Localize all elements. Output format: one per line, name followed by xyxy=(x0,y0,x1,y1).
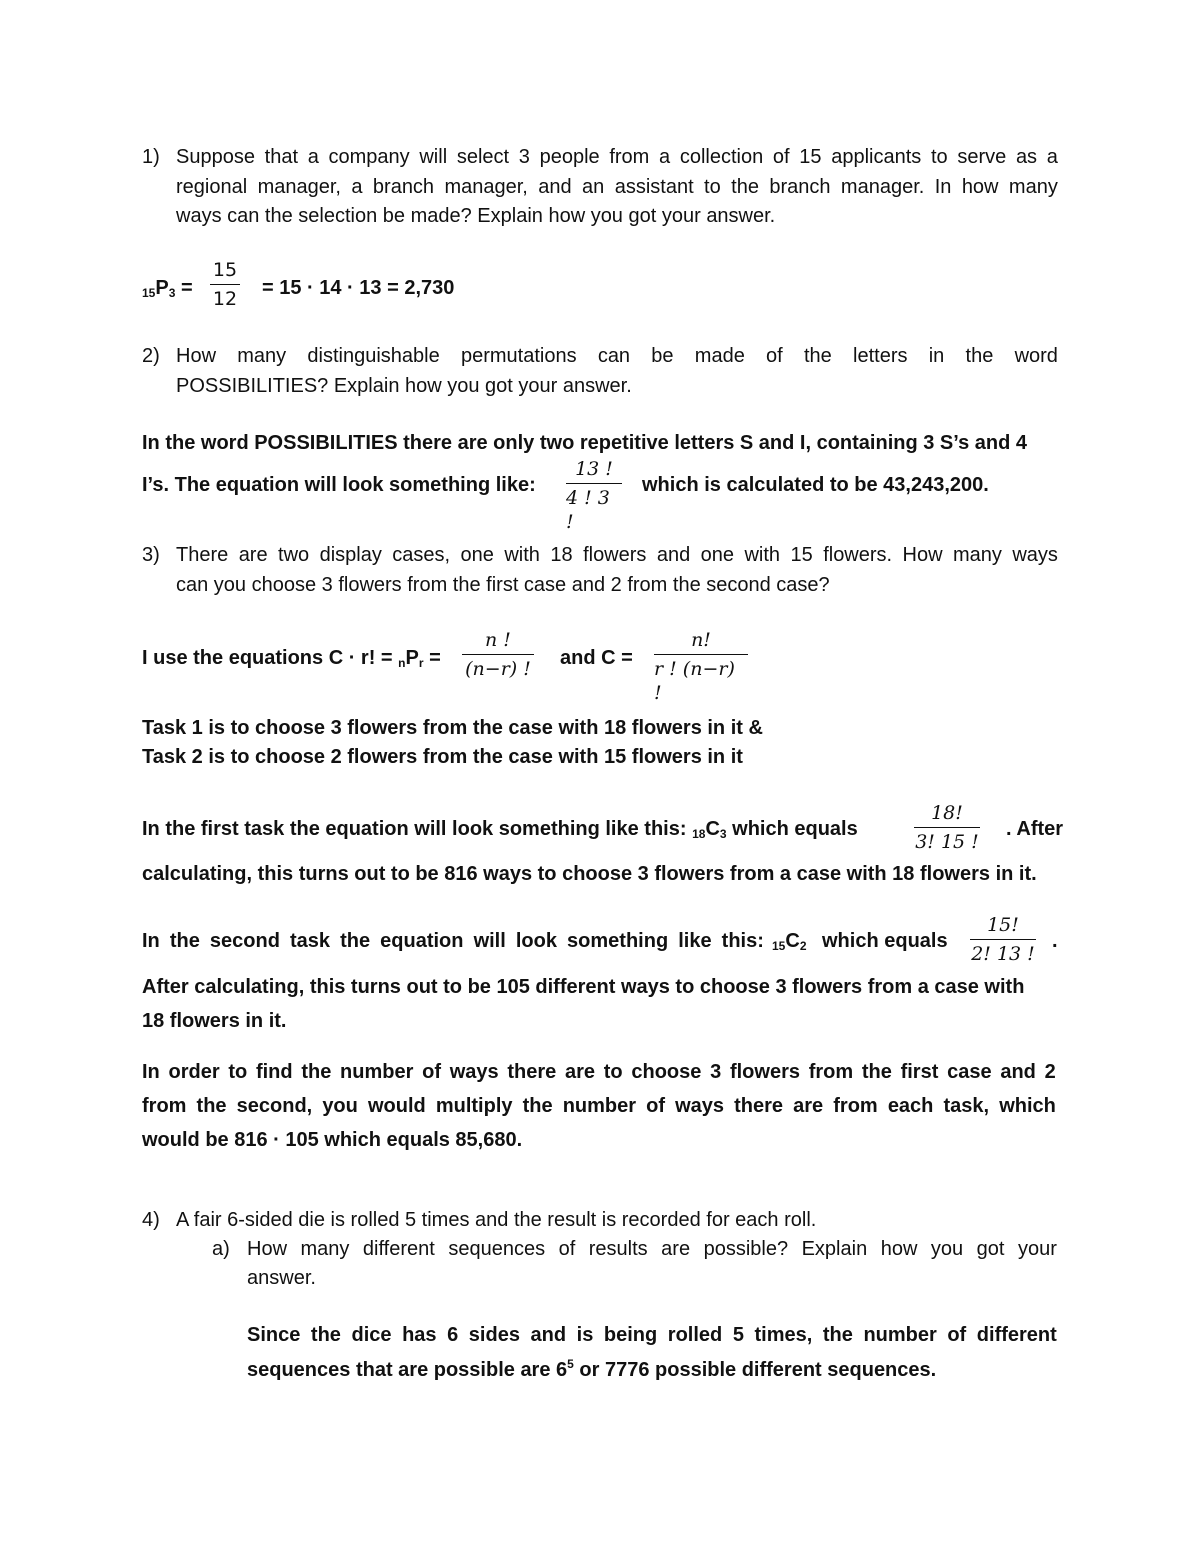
q3-second-post: . xyxy=(1052,930,1058,952)
q1-line-1-word: 3 xyxy=(518,146,530,168)
q3-order-line-2-word: the xyxy=(522,1095,553,1117)
q1-line-2-word: branch xyxy=(372,176,435,198)
q3-eq-p: P xyxy=(405,647,419,669)
q3-order-line-2-word: are xyxy=(793,1095,824,1117)
q3-eq-sub-n: n xyxy=(398,656,406,670)
q1-line-1-word: Suppose xyxy=(176,146,255,168)
q1-line-1-word: applicants xyxy=(831,146,922,168)
q4-answer-line-1-word: sides xyxy=(468,1324,520,1346)
q3-order-line-1-word: order xyxy=(168,1061,220,1083)
q3-order-line-1-word: number xyxy=(340,1061,414,1083)
q3-task-2: Task 2 is to choose 2 flowers from the case with 15 flowers in it xyxy=(142,746,743,768)
q4-a-line-1-word: How xyxy=(247,1238,288,1260)
q3-line-1-word: flowers. xyxy=(823,544,893,566)
q4-answer-line-1-word: being xyxy=(603,1324,658,1346)
q2-answer-line-2-post: which is calculated to be 43,243,200. xyxy=(642,474,989,496)
q3-line-1-word: with xyxy=(744,544,781,566)
q4-a-line-1-word: of xyxy=(558,1238,576,1260)
q3-fraction-1 xyxy=(462,628,534,681)
q3-second-word: this: xyxy=(721,930,764,952)
q4-a-label: a) xyxy=(212,1238,230,1260)
q2-answer-line-1: In the word POSSIBILITIES there are only two repetitive letters S and I, containing 3 S’s and 4 xyxy=(142,432,1027,454)
q1-line-1-word: serve xyxy=(957,146,1007,168)
q1-line-2-word: In xyxy=(934,176,952,198)
q3-line-1-word: and xyxy=(656,544,691,566)
q1-frac-denominator: 12 xyxy=(212,288,238,310)
q2-line-1-word: How xyxy=(176,345,217,367)
q1-line-1-word: company xyxy=(328,146,410,168)
q3-order-line-1-word: to xyxy=(603,1061,623,1083)
q2-line-1-word: letters xyxy=(853,345,908,367)
q3-line-1 xyxy=(176,543,1058,567)
q2-line-2: POSSIBILITIES? Explain how you got your answer. xyxy=(176,375,632,397)
q2-line-1-word: in xyxy=(928,345,945,367)
q4-a-line-1-word: your xyxy=(1017,1238,1057,1260)
q1-line-1-word: collection xyxy=(679,146,764,168)
q2-line-1-word: made xyxy=(694,345,745,367)
q3-frac2-denominator: r ! (n−r) ! xyxy=(654,658,735,704)
q2-frac-denominator: 4 ! 3 ! xyxy=(566,487,610,533)
q3-line-1-word: display xyxy=(319,544,382,566)
q1-line-1 xyxy=(176,145,1058,169)
q3-order-line-2-word: of xyxy=(646,1095,666,1117)
q3-second-line-2: After calculating, this turns out to be 105 different ways to choose 3 flowers from a case with xyxy=(142,976,1025,998)
q3-second-word: the xyxy=(169,930,200,952)
q4-a-line-1-word: sequences xyxy=(448,1238,546,1260)
q3-line-1-word: 18 xyxy=(550,544,573,566)
q3-second-fraction xyxy=(970,913,1036,966)
q3-order-line-1-word: first xyxy=(900,1061,939,1083)
q3-second-word: the xyxy=(340,930,371,952)
q1-line-2-word: how xyxy=(961,176,999,198)
q3-equations-intro xyxy=(142,646,441,675)
q3-second-word: equation xyxy=(380,930,464,952)
q4-number: 4) xyxy=(142,1209,160,1231)
q1-line-2-word: branch xyxy=(769,176,831,198)
q3-first-frac-numerator: 18! xyxy=(931,802,963,824)
q2-line-1-word: be xyxy=(651,345,674,367)
q3-line-1-word: many xyxy=(952,544,1002,566)
q3-line-1-word: 15 xyxy=(790,544,813,566)
q4-ans-pre: sequences that are possible are 6 xyxy=(247,1359,568,1381)
q3-fraction-2 xyxy=(654,628,748,705)
q3-order-line-1 xyxy=(142,1060,1056,1084)
q4-answer-line-1-word: 5 xyxy=(732,1324,744,1346)
q3-line-1-word: two xyxy=(278,544,310,566)
q2-line-1-word: the xyxy=(965,345,994,367)
q1-line-2-word: the xyxy=(731,176,759,198)
q1-line-1-word: will xyxy=(419,146,448,168)
q2-line-1-word: the xyxy=(803,345,832,367)
q4-answer-line-1-word: dice xyxy=(351,1324,392,1346)
q3-first-line-2: calculating, this turns out to be 816 ways to choose 3 flowers from a case with 18 flowers in it. xyxy=(142,863,1037,885)
q3-first-sub-2: 3 xyxy=(719,827,727,841)
q3-order-line-1-word: of xyxy=(422,1061,441,1083)
q4-answer-line-1 xyxy=(247,1323,1057,1347)
q3-second-c: C xyxy=(785,930,800,952)
q4-answer-line-1-word: rolled xyxy=(667,1324,723,1346)
q3-first-fraction xyxy=(914,801,980,854)
q3-first-task-pre xyxy=(142,817,858,846)
q4-a-line-1 xyxy=(247,1237,1057,1261)
q1-line-2-word: manager, xyxy=(257,176,341,198)
q3-second-sub-2: 2 xyxy=(799,939,807,953)
q3-second-word: task xyxy=(290,930,331,952)
q3-line-1-word: are xyxy=(238,544,268,566)
q3-order-line-1-word: ways xyxy=(449,1061,499,1083)
q1-lhs-main: P xyxy=(155,277,169,299)
q4-a-line-1-word: got xyxy=(976,1238,1005,1260)
q3-first-sub: 18 xyxy=(692,827,706,841)
q4-ans-post: or 7776 possible different sequences. xyxy=(579,1359,937,1381)
q4-a-line-1-word: Explain xyxy=(801,1238,868,1260)
q4-a-line-1-word: different xyxy=(362,1238,435,1260)
q3-first-post: . After xyxy=(1006,818,1064,840)
q4-a-line-1-word: how xyxy=(880,1238,918,1260)
q3-second-mid: which equals xyxy=(822,930,948,952)
q3-task-1: Task 1 is to choose 3 flowers from the case with 18 flowers in it & xyxy=(142,717,763,739)
q4-answer-line-1-word: times, xyxy=(754,1324,813,1346)
q3-order-line-1-word: 2 xyxy=(1044,1061,1056,1083)
q1-line-2-word: regional xyxy=(176,176,248,198)
q4-answer-line-1-word: is xyxy=(576,1324,594,1346)
q3-second-word: look xyxy=(515,930,557,952)
q3-second-line-3: 18 flowers in it. xyxy=(142,1010,287,1032)
q3-second-word: In xyxy=(142,930,160,952)
q1-line-1-word: a xyxy=(307,146,319,168)
q3-line-1-word: flowers xyxy=(583,544,647,566)
q3-first-pre-text: In the first task the equation will look something like this: xyxy=(142,818,687,840)
q4-answer-line-1-word: and xyxy=(530,1324,567,1346)
q3-line-1-word: one xyxy=(460,544,494,566)
q3-order-line-2-word: number xyxy=(562,1095,637,1117)
q1-line-1-word: people xyxy=(539,146,600,168)
q3-order-line-1-word: 3 xyxy=(710,1061,722,1083)
q3-eq-eq: = xyxy=(423,647,441,669)
q3-line-1-word: ways xyxy=(1012,544,1058,566)
q2-line-1-word: can xyxy=(597,345,631,367)
q2-line-1-word: distinguishable xyxy=(307,345,440,367)
q4-ans-sup: 5 xyxy=(567,1357,574,1371)
q3-order-line-1-word: the xyxy=(861,1061,892,1083)
q4-answer-line-1-word: the xyxy=(822,1324,853,1346)
q3-second-word: second xyxy=(209,930,280,952)
q3-eq-pre: I use the equations C · r! = xyxy=(142,647,399,669)
q1-line-2-word: an xyxy=(582,176,605,198)
q3-second-frac-numerator: 15! xyxy=(987,914,1019,936)
q1-line-2-word: manager, xyxy=(444,176,528,198)
q1-lhs-sub-post: 3 xyxy=(168,286,176,300)
q3-order-line-1-word: to xyxy=(228,1061,248,1083)
q1-fraction xyxy=(210,258,240,311)
q3-line-1-word: How xyxy=(902,544,943,566)
q3-second-word: like xyxy=(678,930,712,952)
q4-answer-line-2 xyxy=(247,1352,936,1382)
q1-frac-numerator: 15 xyxy=(212,259,238,281)
q1-line-2-word: and xyxy=(538,176,572,198)
q1-line-1-word: a xyxy=(659,146,671,168)
q3-order-line-1-word: the xyxy=(301,1061,332,1083)
q2-line-1-word: permutations xyxy=(460,345,577,367)
q4-answer-line-1-word: 6 xyxy=(447,1324,459,1346)
q3-order-line-1-word: choose xyxy=(631,1061,702,1083)
q1-line-1-word: from xyxy=(609,146,650,168)
q3-frac1-denominator: (n−r) ! xyxy=(465,658,531,680)
q3-first-c: C xyxy=(705,818,720,840)
q3-order-line-2-word: each xyxy=(887,1095,934,1117)
q2-line-1 xyxy=(176,344,1058,368)
q3-second-sub: 15 xyxy=(772,939,786,953)
q3-second-task-words xyxy=(142,929,764,953)
q3-order-line-1-word: there xyxy=(507,1061,557,1083)
q1-line-1-word: of xyxy=(772,146,790,168)
q3-order-line-2-word: multiply xyxy=(435,1095,513,1117)
q4-answer-line-1-word: number xyxy=(863,1324,937,1346)
q1-answer-rhs: = 15 · 14 · 13 = 2,730 xyxy=(262,277,455,299)
q3-line-1-word: one xyxy=(700,544,735,566)
q4-a-line-1-word: many xyxy=(300,1238,350,1260)
q3-eq-sub-r: r xyxy=(418,656,424,670)
q4-answer-line-1-word: the xyxy=(310,1324,341,1346)
q4-a-line-2: answer. xyxy=(247,1267,316,1289)
q3-second-word: something xyxy=(567,930,669,952)
q1-line-2-word: manager. xyxy=(840,176,925,198)
q4-a-line-1-word: you xyxy=(930,1238,964,1260)
q3-line-2: can you choose 3 flowers from the first case and 2 from the second case? xyxy=(176,574,830,596)
q4-a-line-1-word: possible? xyxy=(703,1238,789,1260)
q2-fraction xyxy=(566,457,622,534)
q1-line-2 xyxy=(176,175,1058,199)
q4-a-line-1-word: are xyxy=(661,1238,691,1260)
q3-order-line-2-word: second, xyxy=(236,1095,313,1117)
q1-line-3: ways can the selection be made? Explain how you got your answer. xyxy=(176,205,776,227)
q1-answer-lhs xyxy=(142,276,193,305)
q4-answer-line-1-word: different xyxy=(976,1324,1057,1346)
q4-a-line-1-word: results xyxy=(588,1238,648,1260)
q1-line-1-word: as xyxy=(1015,146,1038,168)
q2-line-1-word: many xyxy=(237,345,287,367)
q1-line-1-word: select xyxy=(456,146,510,168)
q3-order-line-1-word: case xyxy=(947,1061,992,1083)
q3-order-line-1-word: In xyxy=(142,1061,160,1083)
q3-second-frac-denominator: 2! 13 ! xyxy=(971,943,1035,965)
q1-lhs-eq: = xyxy=(180,277,193,299)
q1-line-2-word: a xyxy=(351,176,363,198)
q3-second-word: will xyxy=(473,930,506,952)
q3-order-line-2 xyxy=(142,1094,1056,1118)
q3-order-line-1-word: from xyxy=(808,1061,854,1083)
q3-second-notation xyxy=(772,929,807,958)
q3-order-line-1-word: find xyxy=(255,1061,293,1083)
q2-line-1-word: of xyxy=(766,345,783,367)
q3-first-frac-denominator: 3! 15 ! xyxy=(915,831,979,853)
q1-line-1-word: to xyxy=(930,146,948,168)
q3-order-line-2-word: there xyxy=(734,1095,784,1117)
q3-order-line-2-word: from xyxy=(142,1095,187,1117)
q1-line-2-word: to xyxy=(704,176,721,198)
q3-first-mid: which equals xyxy=(732,818,858,840)
q3-frac2-numerator: n! xyxy=(691,629,711,651)
q1-lhs-sub-pre: 15 xyxy=(142,286,156,300)
q2-answer-line-2-pre: I’s. The equation will look something like: xyxy=(142,474,536,496)
q3-order-line-2-word: ways xyxy=(675,1095,725,1117)
q3-order-line-2-word: would xyxy=(367,1095,426,1117)
q4-line: A fair 6-sided die is rolled 5 times and the result is recorded for each roll. xyxy=(176,1209,817,1231)
q3-line-1-word: with xyxy=(504,544,540,566)
q3-eq-and: and C = xyxy=(560,647,633,669)
q4-answer-line-1-word: has xyxy=(402,1324,437,1346)
q3-order-line-2-word: task, xyxy=(943,1095,990,1117)
q4-answer-line-1-word: of xyxy=(947,1324,967,1346)
q1-number: 1) xyxy=(142,146,160,168)
q3-order-line-2-word: the xyxy=(196,1095,227,1117)
q3-order-line-1-word: and xyxy=(1000,1061,1036,1083)
q1-line-1-word: a xyxy=(1046,146,1058,168)
q3-frac1-numerator: n ! xyxy=(485,629,511,651)
q3-line-1-word: There xyxy=(176,544,229,566)
q3-line-1-word: cases, xyxy=(392,544,451,566)
q3-order-line-2-word: from xyxy=(833,1095,878,1117)
q1-line-1-word: 15 xyxy=(799,146,822,168)
q3-order-line-3: would be 816 · 105 which equals 85,680. xyxy=(142,1129,523,1151)
q1-line-2-word: many xyxy=(1008,176,1058,198)
q3-order-line-1-word: flowers xyxy=(729,1061,800,1083)
q3-order-line-2-word: you xyxy=(322,1095,358,1117)
q1-line-1-word: that xyxy=(264,146,299,168)
q3-order-line-2-word: which xyxy=(999,1095,1056,1117)
q1-line-2-word: assistant xyxy=(614,176,694,198)
q3-order-line-1-word: are xyxy=(565,1061,596,1083)
q2-line-1-word: word xyxy=(1014,345,1058,367)
q2-frac-numerator: 13 ! xyxy=(575,458,613,480)
q2-number: 2) xyxy=(142,345,160,367)
q3-number: 3) xyxy=(142,544,160,566)
q4-answer-line-1-word: Since xyxy=(247,1324,301,1346)
